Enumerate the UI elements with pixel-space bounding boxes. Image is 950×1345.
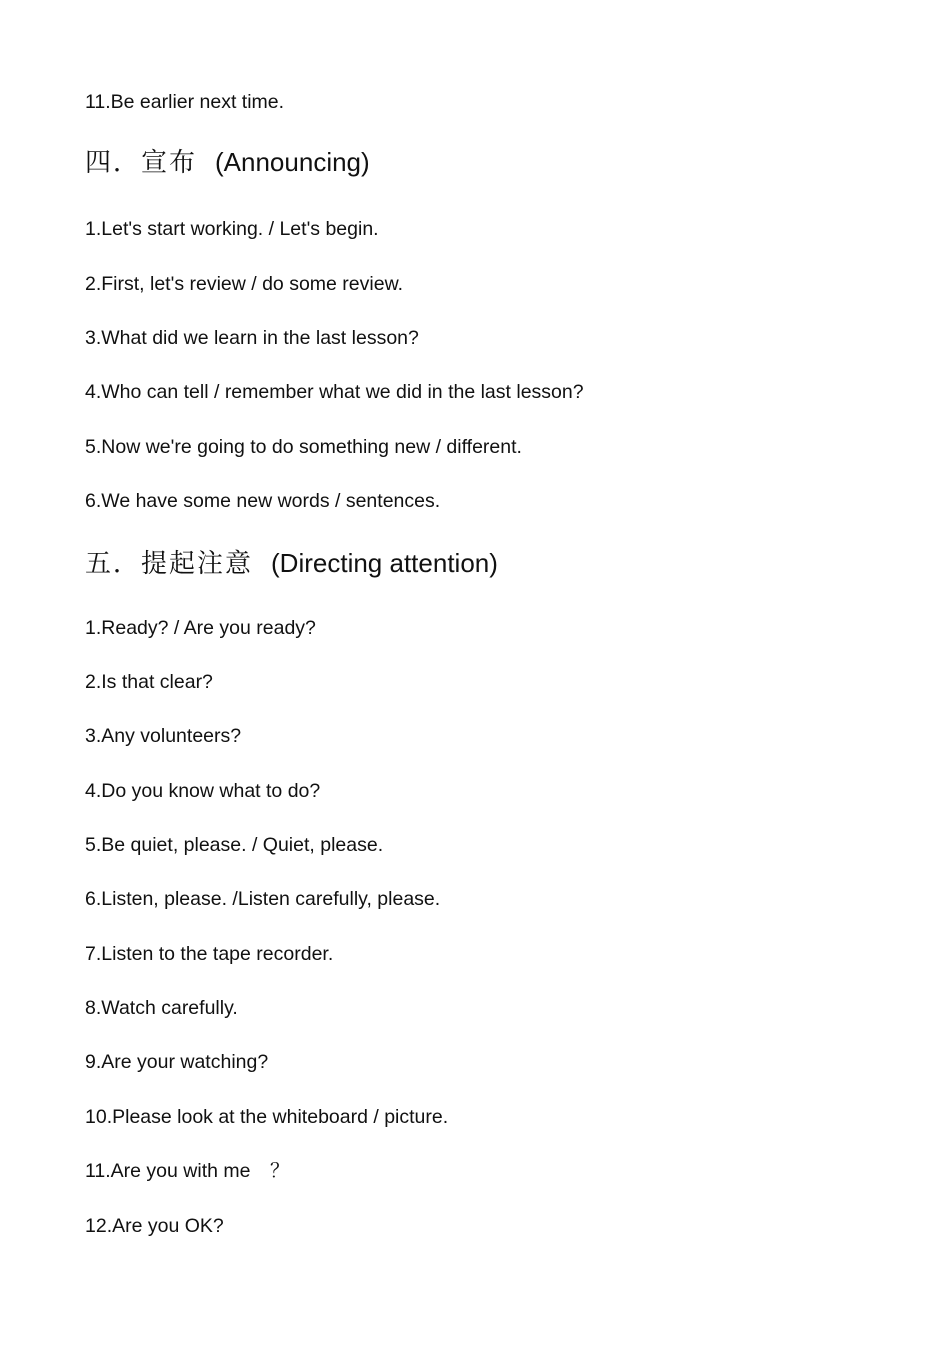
list-item: 2.First, let's review / do some review. (85, 273, 403, 295)
list-item: 12.Are you OK? (85, 1215, 224, 1237)
section-title-zh: 五．提起注意 (85, 549, 254, 579)
list-item: 5.Be quiet, please. / Quiet, please. (85, 834, 384, 856)
list-item: 6.We have some new words / sentences. (85, 490, 441, 512)
section-title-en: (Announcing) (215, 147, 370, 177)
list-item: 8.Watch carefully. (85, 997, 238, 1019)
list-item: 9.Are your watching? (85, 1051, 269, 1073)
list-item: 7.Listen to the tape recorder. (85, 943, 334, 965)
list-item: 10.Please look at the whiteboard / picture. (85, 1106, 449, 1128)
list-item: 11.Are you with me ？ (85, 1160, 290, 1182)
list-item: 3.Any volunteers? (85, 725, 242, 747)
list-item: 1.Let's start working. / Let's begin. (85, 218, 379, 240)
list-item: 5.Now we're going to do something new / different. (85, 436, 522, 458)
section-title-zh: 四．宣布 (85, 148, 198, 178)
section-heading-directing-attention (85, 547, 498, 580)
list-item: 11.Be earlier next time. (85, 91, 285, 113)
list-item: 4.Who can tell / remember what we did in the last lesson? (85, 381, 584, 403)
list-item: 1.Ready? / Are you ready? (85, 617, 316, 639)
list-item: 4.Do you know what to do? (85, 780, 321, 802)
section-heading-announcing (85, 146, 370, 179)
section-title-en: (Directing attention) (271, 548, 498, 578)
list-item: 3.What did we learn in the last lesson? (85, 327, 419, 349)
list-item: 6.Listen, please. /Listen carefully, please. (85, 888, 441, 910)
list-item: 2.Is that clear? (85, 671, 213, 693)
